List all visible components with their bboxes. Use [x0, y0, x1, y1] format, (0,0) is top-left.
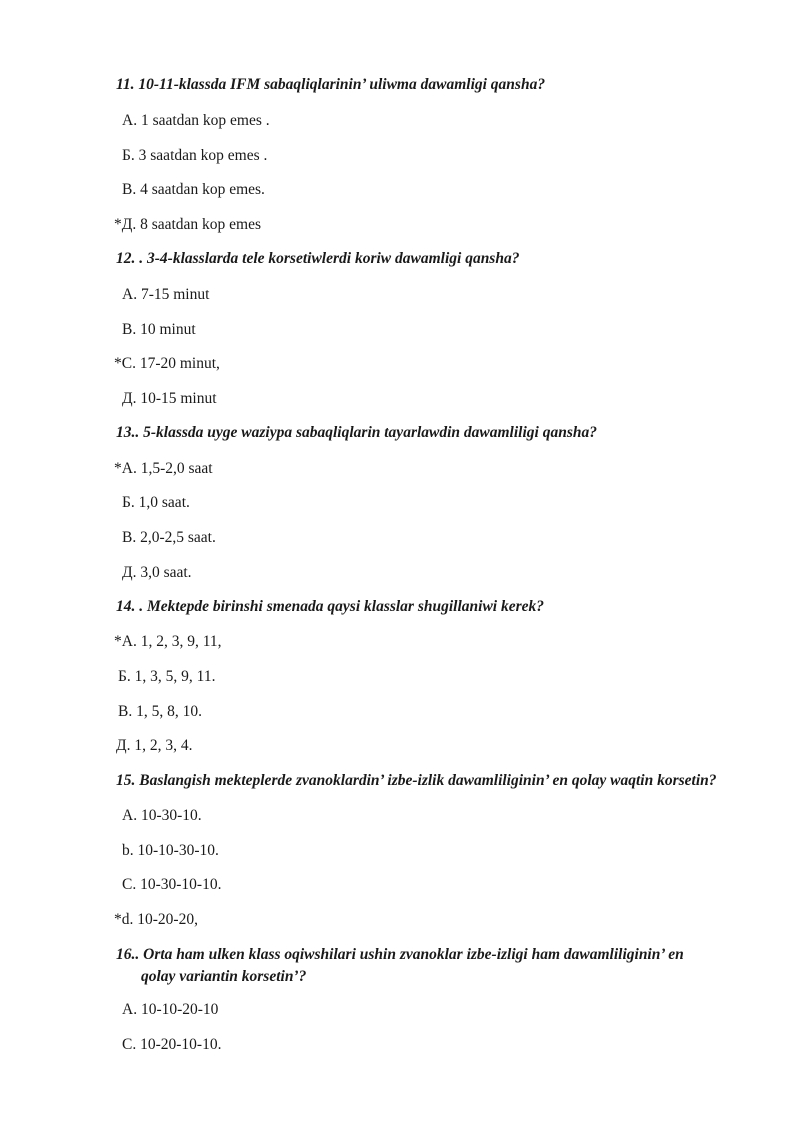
question-14-option-a: *A. 1, 2, 3, 9, 11,: [114, 633, 222, 650]
question-11-option-d: *Д. 8 saatdan kop emes: [114, 216, 262, 233]
question-16-line-2: qolay variantin korsetin’?: [141, 968, 307, 985]
question-11-option-v: В. 4 saatdan kop emes.: [122, 181, 265, 198]
question-12-option-c: *C. 17-20 minut,: [114, 355, 220, 372]
question-12: 12. . 3-4-klasslarda tele korsetiwlerdi koriw dawamligi qansha?: [116, 250, 520, 267]
question-14-option-d: Д. 1, 2, 3, 4.: [116, 737, 193, 754]
question-14-option-v: В. 1, 5, 8, 10.: [118, 703, 202, 720]
question-15-option-d: *d. 10-20-20,: [114, 911, 198, 928]
question-11-option-a: A. 1 saatdan kop emes .: [122, 112, 270, 129]
question-14: 14. . Mektepde birinshi smenada qaysi klasslar shugillaniwi kerek?: [116, 598, 545, 615]
question-15: 15. Baslangish mekteplerde zvanoklardin’ izbe-izlik dawamliliginin’ en qolay waqtin korsetin?: [116, 772, 717, 789]
question-13-option-b: Б. 1,0 saat.: [122, 494, 190, 511]
question-13-option-a: *A. 1,5-2,0 saat: [114, 460, 213, 477]
question-15-option-c: C. 10-30-10-10.: [122, 876, 222, 893]
question-13-option-d: Д. 3,0 saat.: [122, 564, 192, 581]
question-16: [116, 944, 742, 988]
question-16-option-c: C. 10-20-10-10.: [122, 1036, 222, 1053]
question-13-option-v: В. 2,0-2,5 saat.: [122, 529, 216, 546]
question-11: 11. 10-11-klassda IFM sabaqliqlarinin’ uliwma dawamligi qansha?: [116, 76, 546, 93]
question-16-option-a: A. 10-10-20-10: [122, 1001, 219, 1018]
question-15-option-a: A. 10-30-10.: [122, 807, 202, 824]
question-12-option-d: Д. 10-15 minut: [122, 390, 217, 407]
question-15-option-b: b. 10-10-30-10.: [122, 842, 219, 859]
question-13: 13.. 5-klassda uyge waziypa sabaqliqlarin tayarlawdin dawamliligi qansha?: [116, 424, 597, 441]
question-11-option-b: Б. 3 saatdan kop emes .: [122, 147, 268, 164]
question-12-option-b: B. 10 minut: [122, 321, 196, 338]
question-12-option-a: A. 7-15 minut: [122, 286, 210, 303]
question-14-option-b: Б. 1, 3, 5, 9, 11.: [118, 668, 216, 685]
question-16-line-1: 16.. Orta ham ulken klass oqiwshilari ushin zvanoklar izbe-izligi ham dawamliliginin’ en: [116, 946, 684, 963]
